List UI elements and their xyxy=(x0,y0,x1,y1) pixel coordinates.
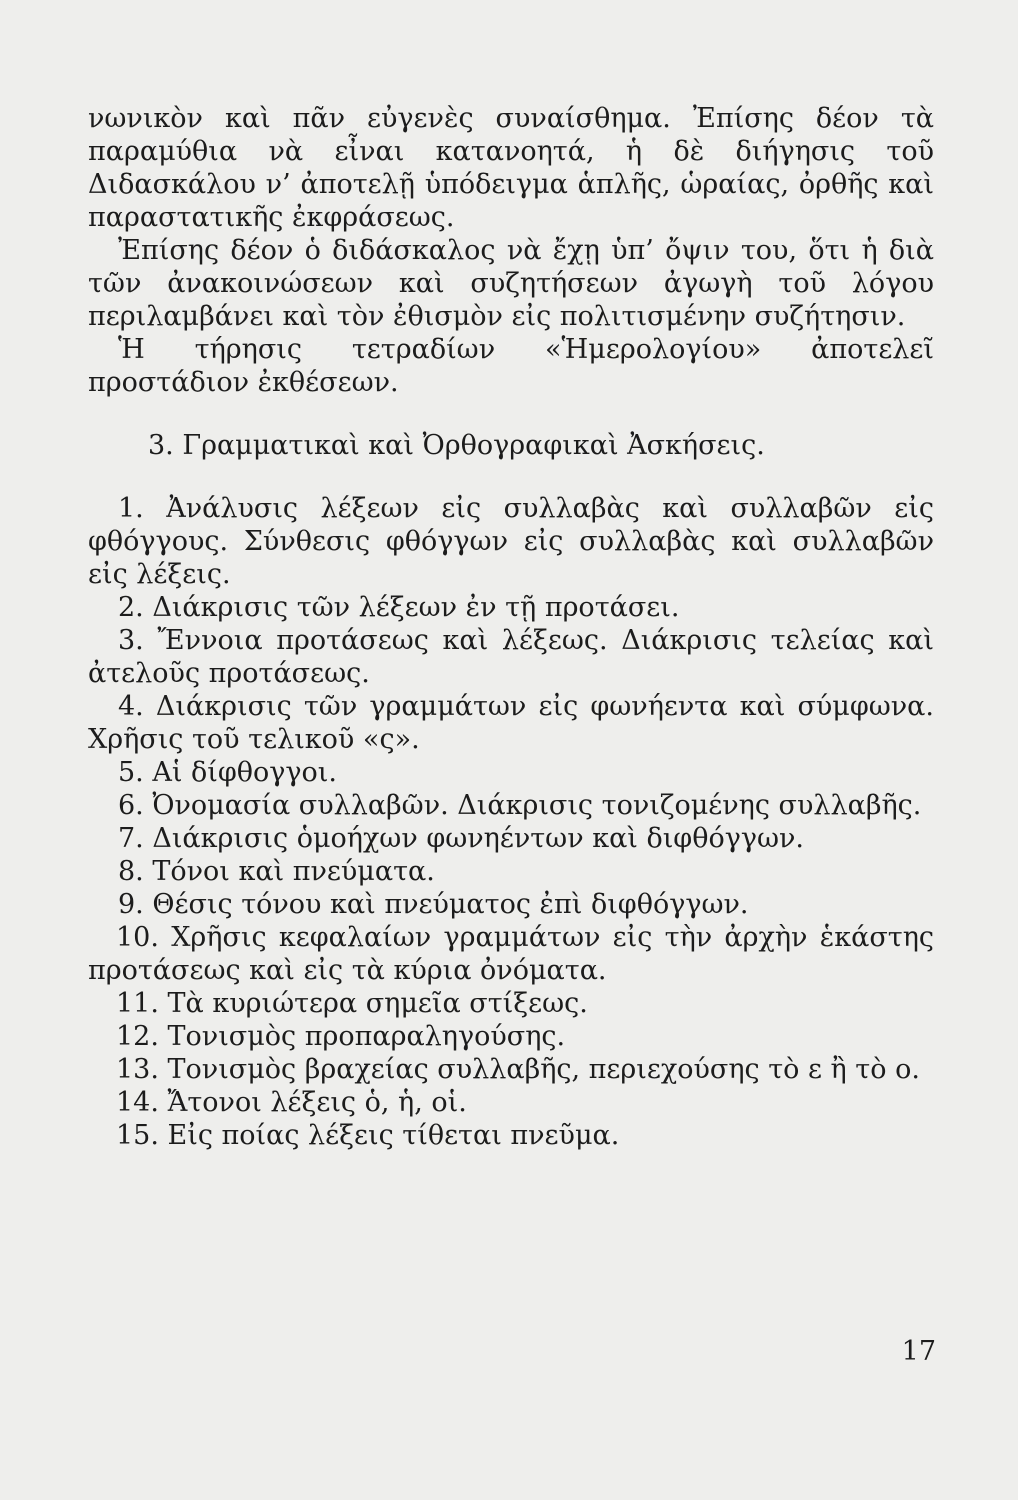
list-item: 5. Αἱ δίφθογγοι. xyxy=(118,757,337,788)
list-item: 8. Τόνοι καὶ πνεύματα. xyxy=(118,856,435,887)
page-number: 17 xyxy=(901,1336,936,1367)
list-item: 3. Ἔννοια προτάσεως καὶ λέξεως. Διάκρισις τελείας καὶ ἀτελοῦς προτάσεως. xyxy=(88,625,934,689)
section-heading: 3. Γραμματικαὶ καὶ Ὀρθογραφικαὶ Ἀσκήσεις. xyxy=(148,430,765,461)
list-item: 1. Ἀνάλυσις λέξεων εἰς συλλαβὰς καὶ συλλαβῶν εἰς φθόγγους. Σύνθεσις φθόγγων εἰς συλλαβὰς καὶ συλλαβῶν εἰς λέξεις. xyxy=(88,493,934,590)
list-item: 13. Τονισμὸς βραχείας συλλαβῆς, περιεχούσης τὸ ε ἢ τὸ ο. xyxy=(116,1054,920,1085)
list-item: 6. Ὀνομασία συλλαβῶν. Διάκρισις τονιζομένης συλλαβῆς. xyxy=(118,790,922,821)
list-item: 15. Εἰς ποίας λέξεις τίθεται πνεῦμα. xyxy=(116,1120,620,1151)
list-item: 7. Διάκρισις ὁμοήχων φωνηέντων καὶ διφθόγγων. xyxy=(118,823,805,854)
list-item: 4. Διάκρισις τῶν γραμμάτων εἰς φωνήεντα καὶ σύμφωνα. Χρῆσις τοῦ τελικοῦ «ς». xyxy=(88,691,934,755)
paragraph-diary: Ἡ τήρησις τετραδίων «Ἡμερολογίου» ἀποτελεῖ προστάδιον ἐκθέσεων. xyxy=(88,334,934,398)
list-item: 14. Ἄτονοι λέξεις ὁ, ἡ, οἱ. xyxy=(116,1087,467,1118)
page-body xyxy=(88,102,934,1152)
list-item: 9. Θέσις τόνου καὶ πνεύματος ἐπὶ διφθόγγων. xyxy=(118,889,749,920)
list-item: 10. Χρῆσις κεφαλαίων γραμμάτων εἰς τὴν ἀρχὴν ἑκάστης προτάσεως καὶ εἰς τὰ κύρια ὀνόματα. xyxy=(88,922,934,986)
paragraph-teacher: Ἐπίσης δέον ὁ διδάσκαλος νὰ ἔχῃ ὑπ’ ὄψιν του, ὅτι ἡ διὰ τῶν ἀνακοινώσεων καὶ συζητήσεων ἀγωγὴ τοῦ λόγου περιλαμβάνει καὶ τὸν ἐθισμὸν εἰς πολιτισμένην συζήτησιν. xyxy=(88,235,934,332)
list-item: 12. Τονισμὸς προπαραληγούσης. xyxy=(116,1021,566,1052)
list-item: 2. Διάκρισις τῶν λέξεων ἐν τῇ προτάσει. xyxy=(118,592,680,623)
list-item: 11. Τὰ κυριώτερα σημεῖα στίξεως. xyxy=(116,988,588,1019)
paragraph-continuation: νωνικὸν καὶ πᾶν εὐγενὲς συναίσθημα. Ἐπίσης δέον τὰ παραμύθια νὰ εἶναι κατανοητά, ἡ δὲ διήγησις τοῦ Διδασκάλου ν’ ἀποτελῇ ὑπόδειγμα ἁπλῆς, ὡραίας, ὀρθῆς καὶ παραστατικῆς ἐκφράσεως. xyxy=(88,103,934,233)
